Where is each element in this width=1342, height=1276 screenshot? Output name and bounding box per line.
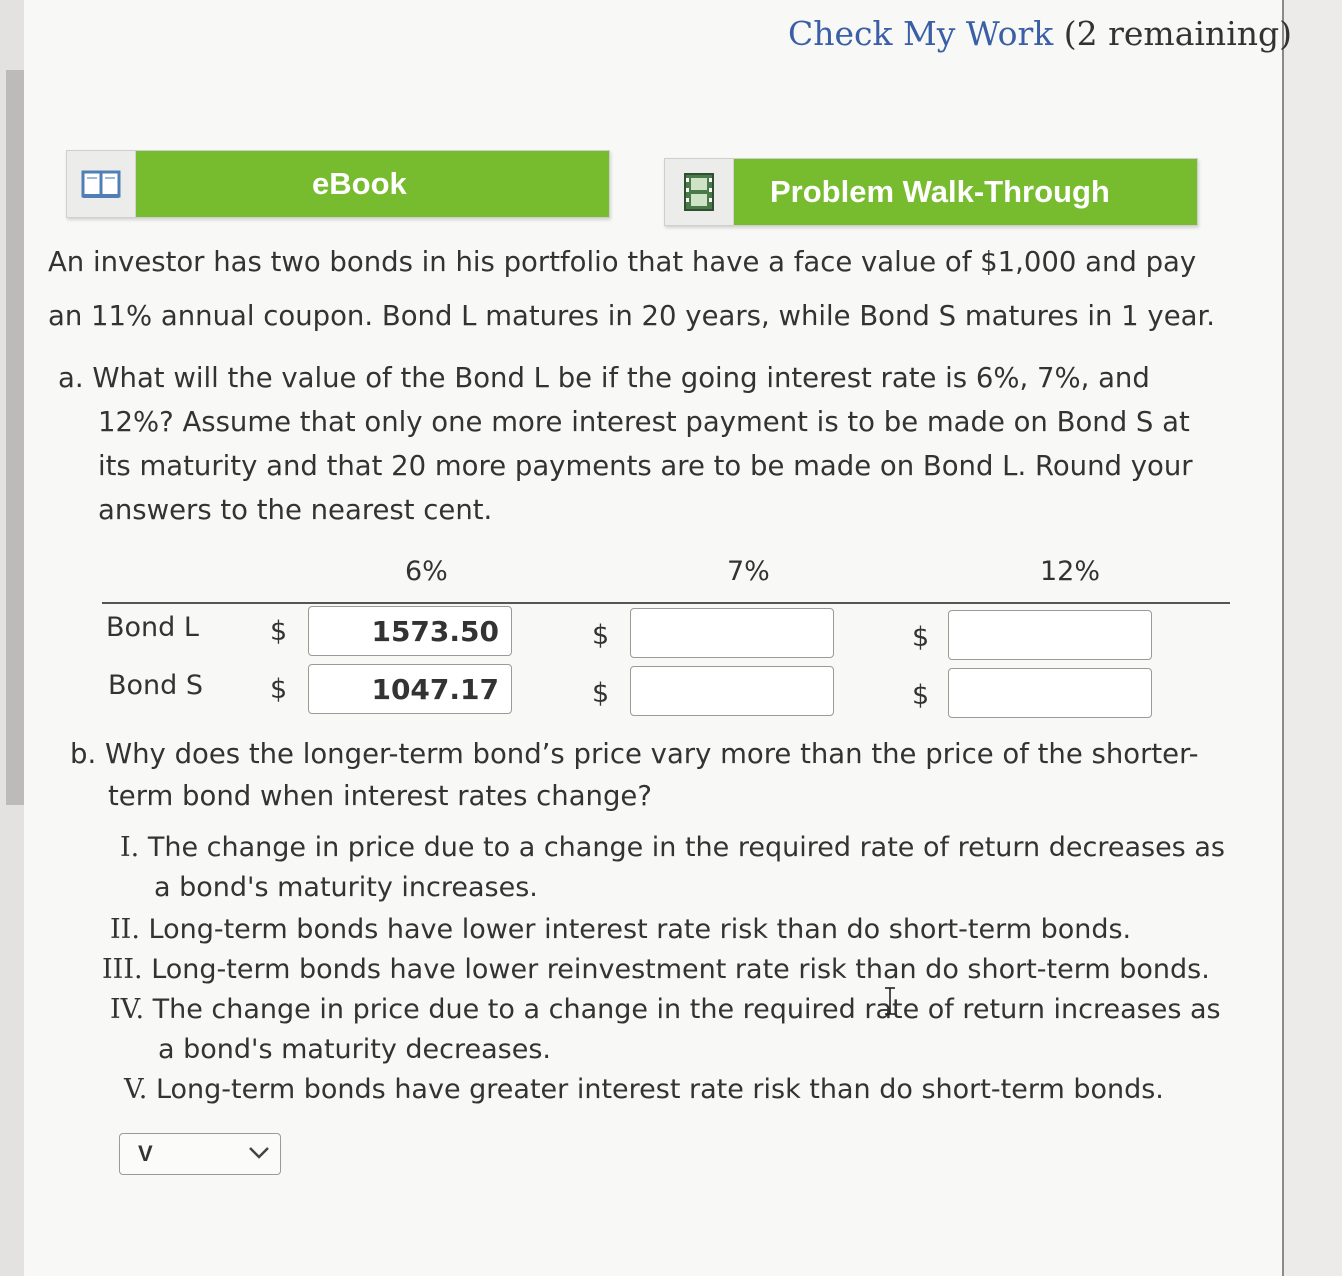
bond-s-7pct-input[interactable] xyxy=(630,666,834,716)
currency-symbol: $ xyxy=(912,622,930,653)
intro-line-2: an 11% annual coupon. Bond L matures in 20 years, while Bond S matures in 1 year. xyxy=(48,300,1215,332)
bond-l-12pct-input[interactable] xyxy=(948,610,1152,660)
check-my-work-label: Check My Work xyxy=(788,14,1054,53)
currency-symbol: $ xyxy=(270,616,288,647)
option-number: II. xyxy=(110,914,140,945)
book-icon xyxy=(67,151,136,217)
option-i-continued: a bond's maturity increases. xyxy=(154,872,538,903)
remaining-count: (2 remaining) xyxy=(1063,14,1292,53)
column-header-6pct: 6% xyxy=(405,556,448,587)
option-text: The change in price due to a change in the required rate of return decreases as xyxy=(147,832,1225,863)
option-text: Long-term bonds have greater interest rate risk than do short-term bonds. xyxy=(155,1074,1164,1105)
intro-line-1: An investor has two bonds in his portfolio that have a face value of $1,000 and pay xyxy=(48,246,1197,278)
ebook-label: eBook xyxy=(136,151,609,217)
problem-walkthrough-button[interactable] xyxy=(664,158,1198,226)
part-a-line-1: a. What will the value of the Bond L be if the going interest rate is 6%, 7%, and xyxy=(58,362,1150,394)
option-text: Long-term bonds have lower interest rate risk than do short-term bonds. xyxy=(148,914,1132,945)
option-number: V. xyxy=(124,1074,148,1105)
currency-symbol: $ xyxy=(592,678,610,709)
table-divider xyxy=(102,602,1230,604)
option-number: I. xyxy=(120,832,140,863)
column-header-12pct: 12% xyxy=(1040,556,1101,587)
option-v xyxy=(124,1070,1164,1110)
option-number: III. xyxy=(102,954,143,985)
option-text: Long-term bonds have lower reinvestment rate risk than do short-term bonds. xyxy=(151,954,1210,985)
part-a-line-2: 12%? Assume that only one more interest payment is to be made on Bond S at xyxy=(98,406,1190,438)
part-a-line-3: its maturity and that 20 more payments are to be made on Bond L. Round your xyxy=(98,450,1193,482)
currency-symbol: $ xyxy=(592,620,610,651)
answer-select[interactable] xyxy=(119,1133,281,1175)
option-iii xyxy=(102,950,1210,990)
column-header-7pct: 7% xyxy=(727,556,770,587)
text-cursor-icon xyxy=(882,986,898,1020)
bond-s-6pct-input[interactable]: 1047.17 xyxy=(308,664,512,714)
option-number: IV. xyxy=(110,994,145,1025)
problem-walkthrough-label: Problem Walk-Through xyxy=(734,159,1197,225)
bond-l-7pct-input[interactable] xyxy=(630,608,834,658)
scrollbar[interactable] xyxy=(6,70,24,805)
chevron-down-icon xyxy=(248,1145,270,1164)
answer-select-value: V xyxy=(138,1141,153,1166)
currency-symbol: $ xyxy=(912,680,930,711)
option-ii xyxy=(110,910,1131,950)
part-a-line-4: answers to the nearest cent. xyxy=(98,494,493,526)
currency-symbol: $ xyxy=(270,674,288,705)
option-text: The change in price due to a change in the required rate of return increases as xyxy=(152,994,1221,1025)
option-iv-continued: a bond's maturity decreases. xyxy=(158,1034,551,1065)
check-my-work-link[interactable] xyxy=(788,14,1292,53)
row-label-bond-l: Bond L xyxy=(106,612,199,643)
row-label-bond-s: Bond S xyxy=(108,670,204,701)
bond-l-6pct-input[interactable]: 1573.50 xyxy=(308,606,512,656)
option-i xyxy=(120,828,1225,868)
film-icon xyxy=(665,159,734,225)
ebook-button[interactable] xyxy=(66,150,610,218)
right-edge xyxy=(1284,0,1342,1276)
option-iv xyxy=(110,990,1221,1030)
part-b-line-1: b. Why does the longer-term bond’s price vary more than the price of the shorter- xyxy=(70,738,1199,770)
bond-s-12pct-input[interactable] xyxy=(948,668,1152,718)
part-b-line-2: term bond when interest rates change? xyxy=(108,780,652,812)
